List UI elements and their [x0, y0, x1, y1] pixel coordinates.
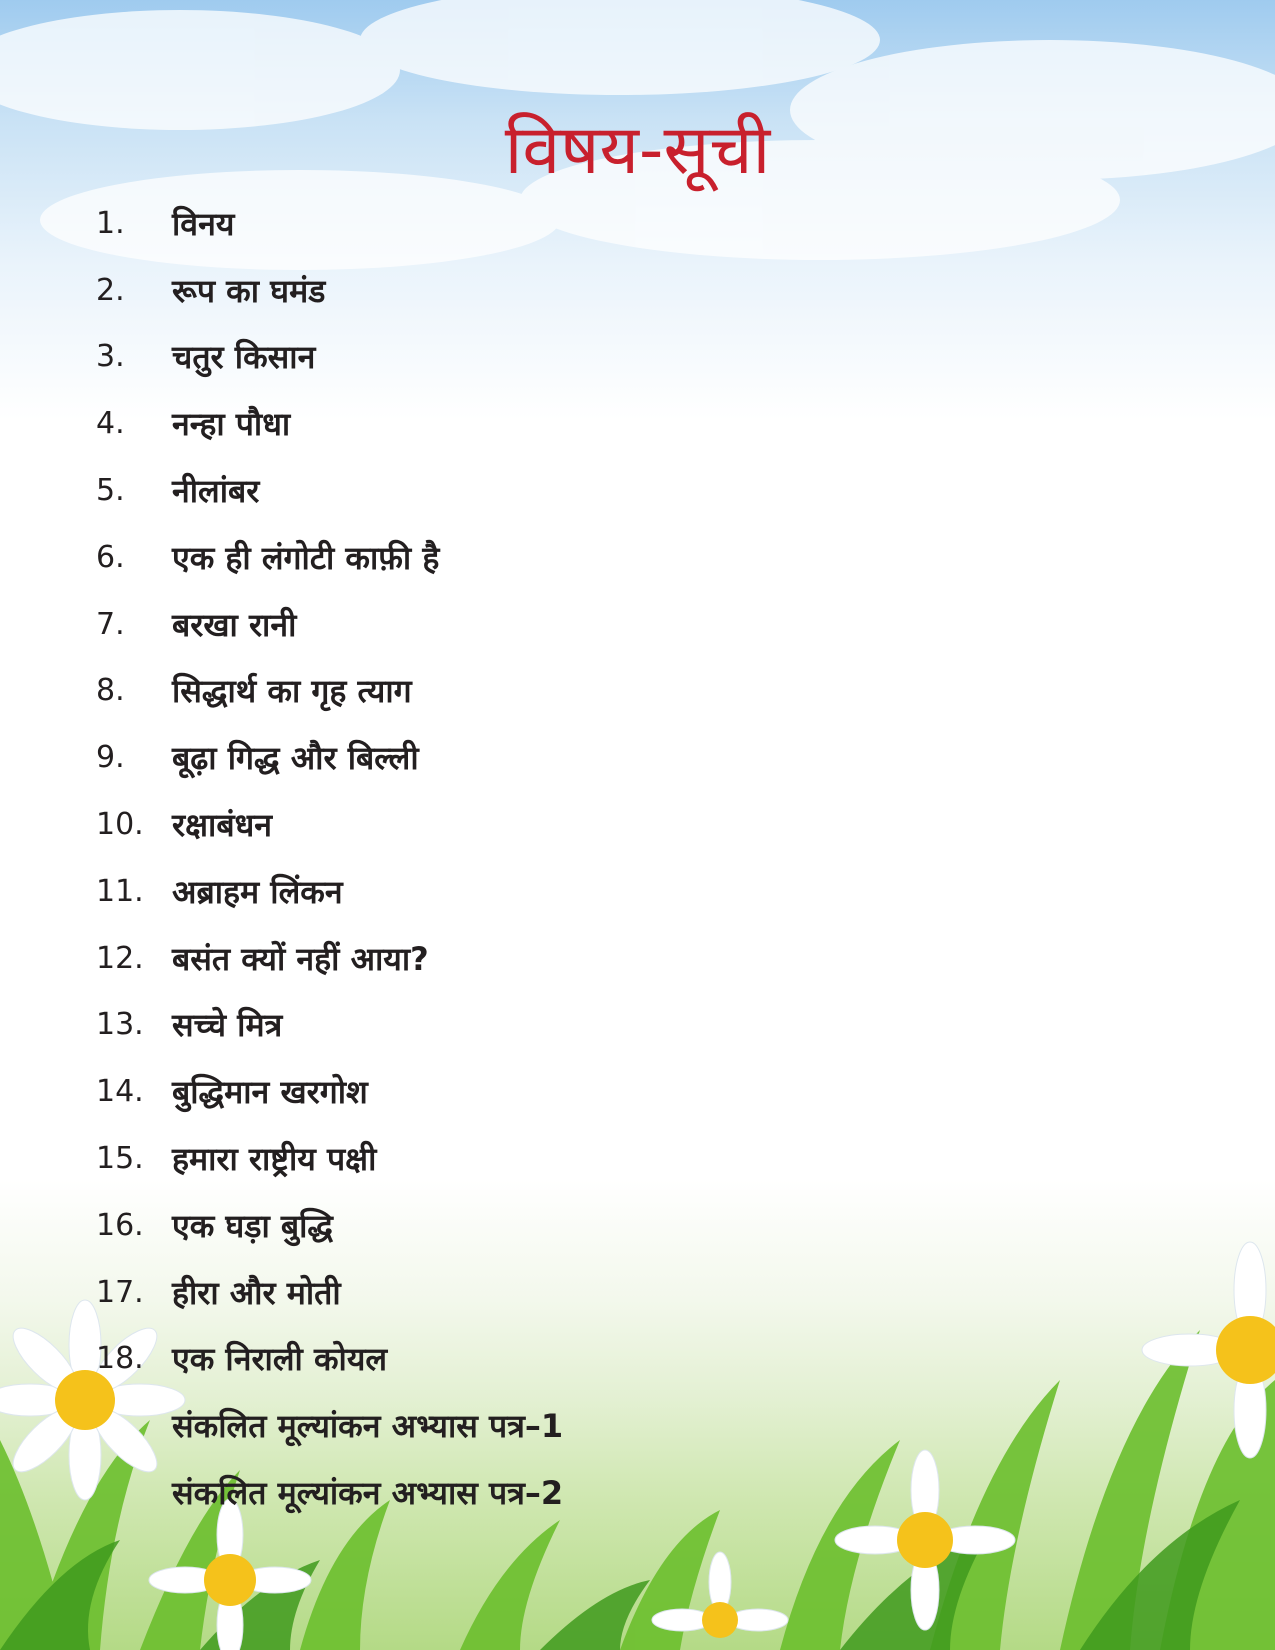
toc-item-number: 10. — [96, 807, 144, 843]
toc-item — [96, 257, 996, 324]
toc-item-title: बसंत क्यों नहीं आया? — [172, 939, 429, 978]
toc-item-number: 13. — [96, 1007, 144, 1043]
toc-item-title: अब्राहम लिंकन — [172, 872, 343, 911]
toc-item-number: 3. — [96, 339, 125, 375]
toc-item-number: 15. — [96, 1141, 144, 1177]
toc-item-title: सिद्धार्थ का गृह त्याग — [172, 672, 412, 711]
page-title: विषय-सूची — [504, 111, 771, 190]
toc-item — [96, 992, 996, 1059]
toc-item — [96, 791, 996, 858]
toc-item-title: नीलांबर — [172, 472, 260, 511]
toc-item-title: संकलित मूल्यांकन अभ्यास पत्र–1 — [172, 1407, 564, 1446]
toc-item — [96, 1459, 996, 1526]
toc-item-number: 1. — [96, 205, 125, 241]
toc-item-number: 14. — [96, 1074, 144, 1110]
toc-item-number: 5. — [96, 473, 125, 509]
toc-item — [96, 591, 996, 658]
toc-item-title: हमारा राष्ट्रीय पक्षी — [172, 1140, 377, 1179]
toc-item-number: 7. — [96, 606, 125, 642]
toc-item-title: रूप का घमंड — [172, 271, 326, 310]
toc-item — [96, 190, 996, 257]
toc-item-number: 9. — [96, 740, 125, 776]
toc-item — [96, 324, 996, 391]
toc-item-number: 4. — [96, 406, 125, 442]
toc-item-title: बुद्धिमान खरगोश — [172, 1073, 368, 1112]
toc-item-number: 12. — [96, 940, 144, 976]
toc-item — [96, 1192, 996, 1259]
toc-item-number: 11. — [96, 873, 144, 909]
toc-item-number: 2. — [96, 272, 125, 308]
toc-item-number: 16. — [96, 1207, 144, 1243]
toc-item — [96, 925, 996, 992]
toc-item — [96, 858, 996, 925]
toc-item — [96, 1326, 996, 1393]
toc-item-title: संकलित मूल्यांकन अभ्यास पत्र–2 — [172, 1474, 564, 1513]
toc-item-title: बूढ़ा गिद्ध और बिल्ली — [172, 739, 419, 778]
table-of-contents — [96, 190, 996, 1526]
toc-item — [96, 1125, 996, 1192]
toc-item-title: नन्हा पौधा — [172, 405, 291, 444]
toc-item-title: एक ही लंगोटी काफ़ी है — [172, 538, 440, 577]
toc-item-number: 18. — [96, 1341, 144, 1377]
toc-item — [96, 1392, 996, 1459]
toc-item-title: बरखा रानी — [172, 605, 297, 644]
toc-item — [96, 724, 996, 791]
toc-item — [96, 1259, 996, 1326]
toc-item-title: एक घड़ा बुद्धि — [172, 1206, 334, 1245]
toc-item — [96, 390, 996, 457]
toc-item-title: विनय — [172, 204, 235, 243]
toc-item-number: 6. — [96, 539, 125, 575]
toc-item — [96, 1058, 996, 1125]
toc-item-title: एक निराली कोयल — [172, 1340, 388, 1379]
toc-item — [96, 457, 996, 524]
toc-item-title: हीरा और मोती — [172, 1273, 341, 1312]
toc-item-title: चतुर किसान — [172, 338, 316, 377]
toc-item-title: रक्षाबंधन — [172, 806, 273, 845]
toc-item — [96, 524, 996, 591]
toc-item-number: 8. — [96, 673, 125, 709]
toc-item-number: 17. — [96, 1274, 144, 1310]
toc-item — [96, 658, 996, 725]
toc-item-title: सच्चे मित्र — [172, 1006, 283, 1045]
